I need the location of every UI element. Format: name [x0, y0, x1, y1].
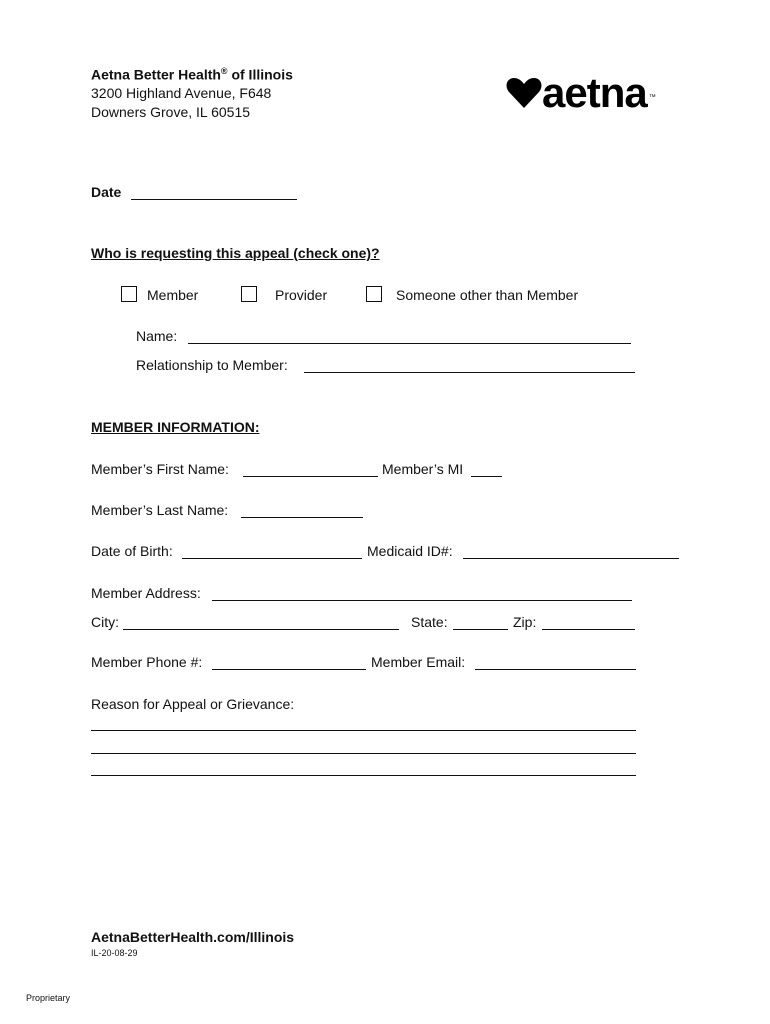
- medicaid-id-field[interactable]: [463, 545, 679, 559]
- last-name-label: Member’s Last Name:: [91, 502, 229, 518]
- relationship-label: Relationship to Member:: [136, 357, 288, 373]
- mi-field[interactable]: [471, 463, 502, 477]
- proprietary-label: Proprietary: [26, 993, 71, 1003]
- trademark-mark: ™: [648, 93, 656, 101]
- logo-wordmark: aetna: [542, 69, 647, 116]
- reason-line-2[interactable]: [91, 740, 636, 754]
- state-label: State:: [411, 614, 448, 630]
- member-option-label: Member: [147, 287, 199, 303]
- address-field[interactable]: [212, 587, 632, 601]
- dob-label: Date of Birth:: [91, 543, 173, 559]
- date-label: Date: [91, 184, 122, 200]
- aetna-logo: [506, 69, 656, 116]
- city-field[interactable]: [123, 616, 399, 630]
- zip-label: Zip:: [513, 614, 537, 630]
- zip-field[interactable]: [542, 616, 635, 630]
- state-field[interactable]: [453, 616, 508, 630]
- reason-label: Reason for Appeal or Grievance:: [91, 696, 295, 712]
- first-name-label: Member’s First Name:: [91, 461, 229, 477]
- phone-label: Member Phone #:: [91, 654, 203, 670]
- requester-name-field[interactable]: [188, 330, 631, 344]
- form-code: IL-20-08-29: [91, 948, 138, 958]
- other-checkbox[interactable]: [366, 286, 382, 302]
- phone-field[interactable]: [212, 656, 366, 670]
- city-label: City:: [91, 614, 119, 630]
- address-line-1: 3200 Highland Avenue, F648: [91, 85, 272, 101]
- member-checkbox[interactable]: [121, 286, 137, 302]
- member-info-heading: MEMBER INFORMATION:: [91, 419, 260, 435]
- medicaid-id-label: Medicaid ID#:: [367, 543, 453, 559]
- requester-name-label: Name:: [136, 328, 178, 344]
- requester-question: Who is requesting this appeal (check one)?: [91, 245, 380, 261]
- reason-line-3[interactable]: [91, 762, 636, 776]
- last-name-field[interactable]: [241, 504, 363, 518]
- provider-checkbox[interactable]: [241, 286, 257, 302]
- other-option-label: Someone other than Member: [396, 287, 579, 303]
- org-name: Aetna Better Health® of Illinois: [91, 66, 293, 83]
- website-link[interactable]: AetnaBetterHealth.com/Illinois: [91, 929, 295, 945]
- reason-line-1[interactable]: [91, 717, 636, 731]
- mi-label: Member’s MI: [382, 461, 464, 477]
- provider-option-label: Provider: [275, 287, 328, 303]
- dob-field[interactable]: [182, 545, 362, 559]
- email-field[interactable]: [475, 656, 636, 670]
- date-field[interactable]: [131, 186, 297, 200]
- address-label: Member Address:: [91, 585, 201, 601]
- email-label: Member Email:: [371, 654, 466, 670]
- first-name-field[interactable]: [243, 463, 378, 477]
- heart-icon: [506, 77, 542, 109]
- relationship-field[interactable]: [304, 359, 635, 373]
- address-line-2: Downers Grove, IL 60515: [91, 104, 251, 120]
